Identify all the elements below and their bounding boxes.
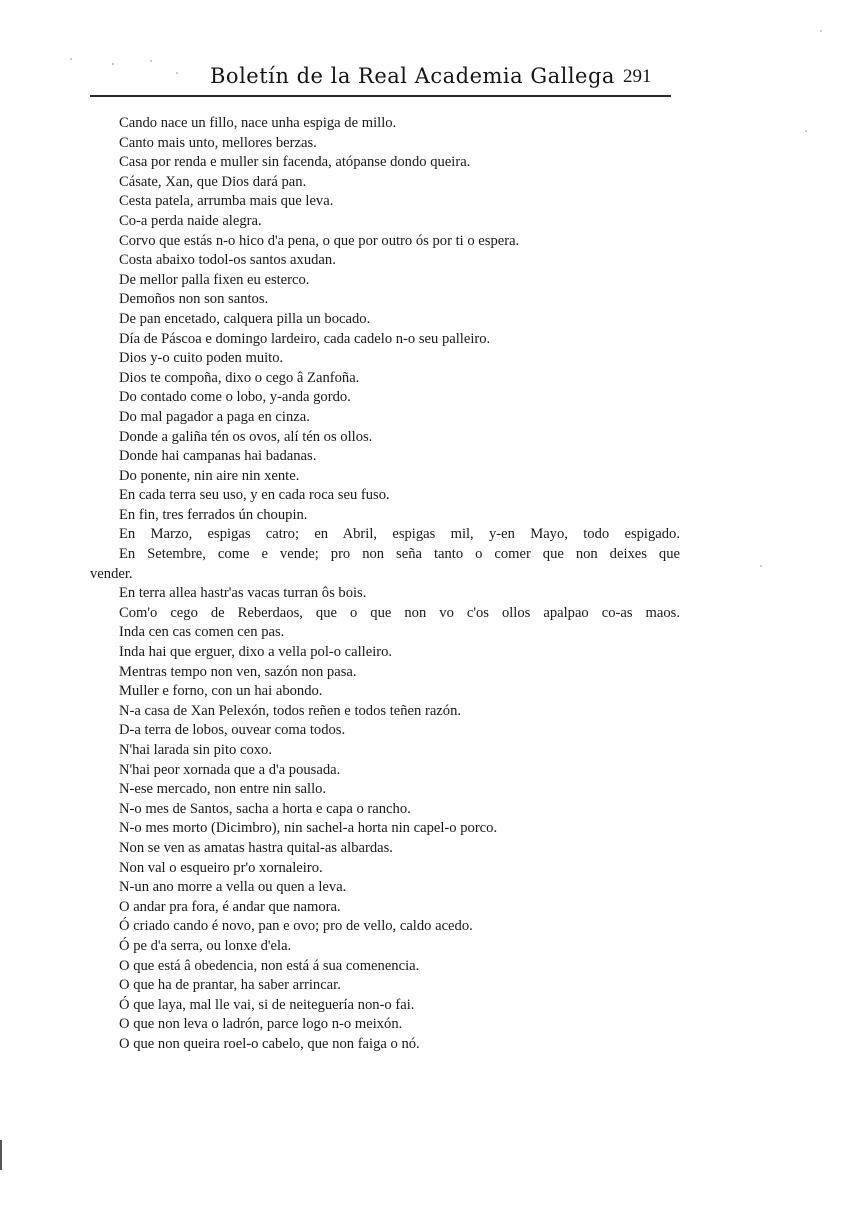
header-rule xyxy=(90,95,671,97)
proverb-line: Canto mais unto, mellores berzas. xyxy=(119,134,317,151)
proverb-line: N-ese mercado, non entre nin sallo. xyxy=(119,781,327,798)
proverb-line: Dios y-o cuito poden muito. xyxy=(119,350,284,367)
proverb-line: Casa por renda e muller sin facenda, atópanse dondo queira. xyxy=(119,154,471,171)
proverb-line: Costa abaixo todol-os santos axudan. xyxy=(119,252,336,269)
proverb-list xyxy=(90,114,680,1055)
proverb-line: Inda cen cas comen cen pas. xyxy=(119,624,285,641)
running-header xyxy=(90,62,670,96)
proverb-line: De mellor palla fixen eu esterco. xyxy=(119,271,310,288)
proverb-line: Cando nace un fillo, nace unha espiga de millo. xyxy=(119,115,397,131)
proverb-line: O que non leva o ladrón, parce logo n-o meixón. xyxy=(119,1016,403,1033)
proverb-line: N-o mes morto (Dicimbro), nin sachel-a horta nin capel-o porco. xyxy=(119,820,498,837)
proverb-line: Co-a perda naide alegra. xyxy=(119,212,262,229)
scan-speck xyxy=(820,30,822,32)
proverb-line: Ó criado cando é novo, pan e ovo; pro de vello, caldo acedo. xyxy=(119,918,473,935)
proverb-line: Com'o cego de Reberdaos, que o que non vo c'os ollos apalpao co-as maos. xyxy=(119,604,680,621)
proverb-line-continuation: vender. xyxy=(90,565,133,582)
scan-speck xyxy=(70,58,72,60)
proverb-line: Mentras tempo non ven, sazón non pasa. xyxy=(119,663,357,680)
scan-speck xyxy=(805,130,807,132)
proverb-line: O que está â obedencia, non está á sua comenencia. xyxy=(119,957,420,974)
proverb-line: En terra allea hastr'as vacas turran ôs bois. xyxy=(119,585,367,602)
proverb-line: Inda hai que erguer, dixo a vella pol-o calleiro. xyxy=(119,644,393,661)
proverb-line: Non se ven as amatas hastra quital-as albardas. xyxy=(119,839,393,856)
proverb-line: En cada terra seu uso, y en cada roca seu fuso. xyxy=(119,487,390,504)
proverb-line: O que ha de prantar, ha saber arrincar. xyxy=(119,977,341,994)
proverb-line: Cásate, Xan, que Dios dará pan. xyxy=(119,173,307,190)
proverb-line: Dios te compoña, dixo o cego â Zanfoña. xyxy=(119,369,360,386)
proverb-line: Día de Páscoa e domingo lardeiro, cada cadelo n-o seu palleiro. xyxy=(119,330,491,347)
proverb-line: En fin, tres ferrados ún choupin. xyxy=(119,506,308,523)
journal-title: Boletín de la Real Academia Gallega xyxy=(210,64,615,88)
scan-speck xyxy=(112,63,114,65)
proverb-line: D-a terra de lobos, ouvear coma todos. xyxy=(119,722,346,739)
proverb-line: Ó pe d'a serra, ou lonxe d'ela. xyxy=(119,937,292,954)
scan-speck xyxy=(760,565,762,567)
proverb-line: Non val o esqueiro pr'o xornaleiro. xyxy=(119,859,323,876)
proverb-line: N-a casa de Xan Pelexón, todos reñen e todos teñen razón. xyxy=(119,702,462,719)
proverb-line: De pan encetado, calquera pilla un bocado. xyxy=(119,310,371,327)
proverb-line: Do mal pagador a paga en cinza. xyxy=(119,408,310,425)
proverb-line: En Setembre, come e vende; pro non seña tanto o comer que non deixes que xyxy=(119,546,680,563)
proverb-line: En Marzo, espigas catro; en Abril, espigas mil, y-en Mayo, todo espigado. xyxy=(119,526,680,543)
proverb-line: Do ponente, nin aire nin xente. xyxy=(119,467,300,484)
proverb-line: N-o mes de Santos, sacha a horta e capa o rancho. xyxy=(119,800,411,817)
proverb-line: Do contado come o lobo, y-anda gordo. xyxy=(119,389,351,406)
proverb-line: Ó que laya, mal lle vai, si de neiteguería non-o fai. xyxy=(119,996,415,1013)
proverb-line: N'hai peor xornada que a d'a pousada. xyxy=(119,761,341,778)
page-number: 291 xyxy=(623,66,652,87)
proverb-line: N'hai larada sin pito coxo. xyxy=(119,742,272,758)
proverb-line: Muller e forno, con un hai abondo. xyxy=(119,683,323,700)
proverb-line: Cesta patela, arrumba mais que leva. xyxy=(119,193,334,210)
scan-edge-mark xyxy=(0,1140,2,1170)
scan-speck xyxy=(176,72,178,74)
proverb-line: O andar pra fora, é andar que namora. xyxy=(119,898,341,915)
scan-speck xyxy=(150,60,152,62)
proverb-line: Donde a galiña tén os ovos, alí tén os ollos. xyxy=(119,428,373,445)
proverb-line: O que non queira roel-o cabelo, que non faiga o nó. xyxy=(119,1035,420,1052)
proverb-line: Corvo que estás n-o hico d'a pena, o que por outro ós por ti o espera. xyxy=(119,232,520,249)
proverb-line: N-un ano morre a vella ou quen a leva. xyxy=(119,879,347,896)
proverb-line: Donde hai campanas hai badanas. xyxy=(119,448,317,465)
proverb-line: Demoños non son santos. xyxy=(119,291,269,308)
